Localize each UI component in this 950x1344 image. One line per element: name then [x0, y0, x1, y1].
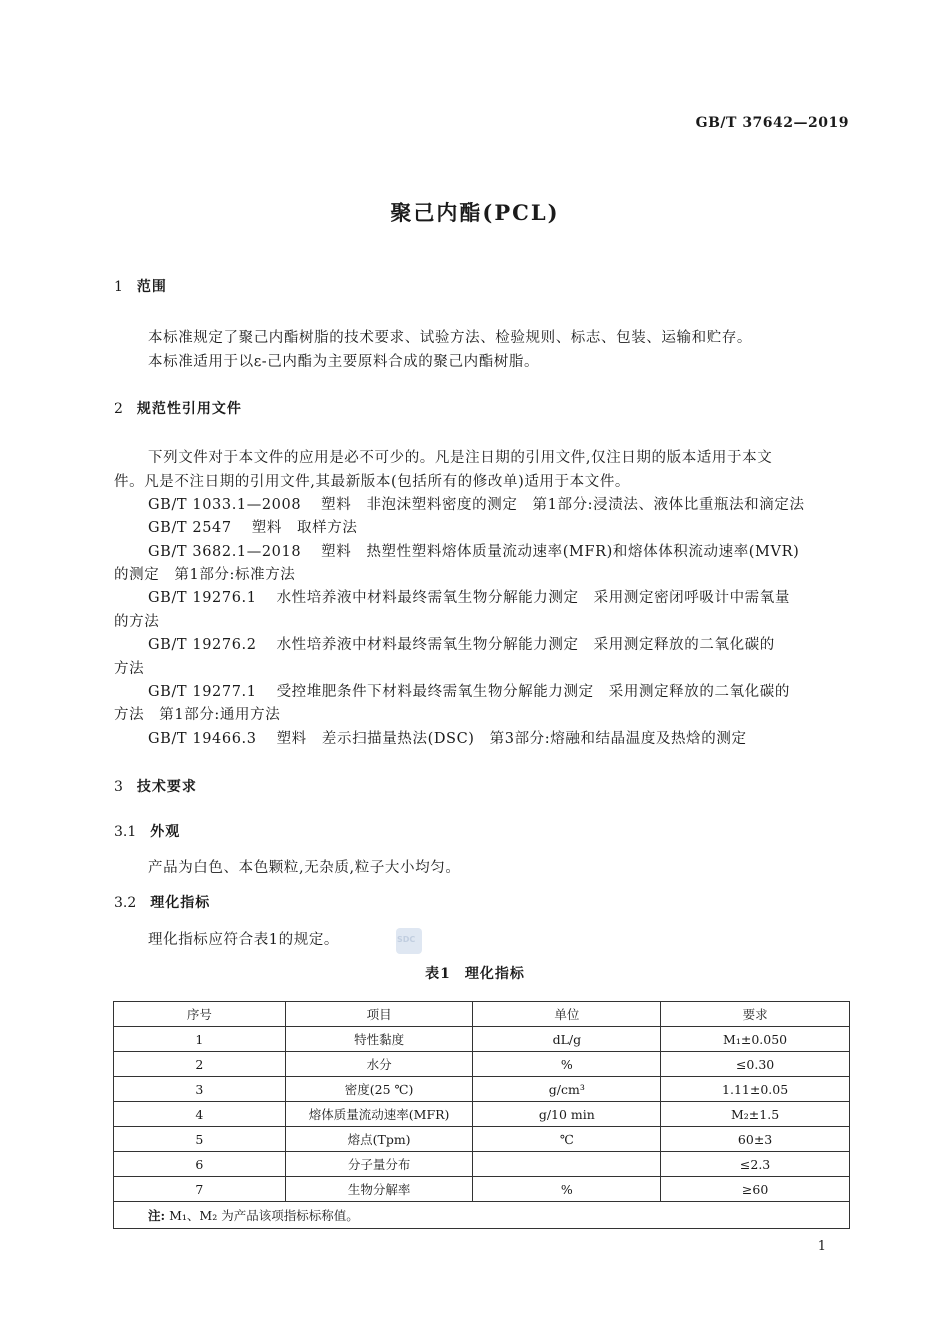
reference-title: 水性培养液中材料最终需氧生物分解能力测定 采用测定释放的二氧化碳的	[276, 637, 775, 653]
reference-code: GB/T 1033.1—2008	[148, 497, 302, 513]
reference-continuation: 的方法	[114, 614, 160, 630]
document-title: 聚己内酯(PCL)	[390, 200, 560, 225]
table-row	[114, 1177, 850, 1202]
section-2-intro-line-1: 下列文件对于本文件的应用是必不可少的。凡是注日期的引用文件,仅注日期的版本适用于本文	[148, 450, 773, 466]
reference-title: 塑料 热塑性塑料熔体质量流动速率(MFR)和熔体体积流动速率(MVR)	[321, 544, 800, 560]
reference-item	[114, 680, 849, 701]
section-3-2-number: 3.2	[114, 895, 137, 911]
reference-item	[114, 493, 849, 514]
section-2-intro-line-2: 件。凡是不注日期的引用文件,其最新版本(包括所有的修改单)适用于本文件。	[114, 474, 631, 490]
reference-item	[114, 516, 849, 537]
reference-title: 塑料 取样方法	[251, 520, 358, 536]
table-cell: 密度(25 ℃)	[285, 1077, 473, 1102]
table-header-row	[114, 1002, 850, 1027]
reference-title: 塑料 差示扫描量热法(DSC) 第3部分:熔融和结晶温度及热焓的测定	[276, 731, 747, 747]
section-3-1-number: 3.1	[114, 824, 137, 840]
table-cell: 特性黏度	[285, 1027, 473, 1052]
table-note	[114, 1202, 850, 1229]
table-cell	[473, 1152, 661, 1177]
table-cell: 1.11±0.05	[661, 1077, 850, 1102]
table-cell: ≤2.3	[661, 1152, 850, 1177]
table-row	[114, 1077, 850, 1102]
table-header-cell: 单位	[473, 1002, 661, 1027]
section-3-number: 3	[114, 779, 123, 795]
section-3-1-text: 产品为白色、本色颗粒,无杂质,粒子大小均匀。	[148, 860, 461, 876]
table-cell: 熔体质量流动速率(MFR)	[285, 1102, 473, 1127]
table-cell: g/cm³	[473, 1077, 661, 1102]
table-header-cell: 项目	[285, 1002, 473, 1027]
table-header-cell: 序号	[114, 1002, 286, 1027]
section-3-2-text: 理化指标应符合表1的规定。	[148, 932, 340, 948]
reference-title: 水性培养液中材料最终需氧生物分解能力测定 采用测定密闭呼吸计中需氧量	[276, 590, 790, 606]
table-caption-title: 理化指标	[464, 966, 525, 982]
table-cell: %	[473, 1177, 661, 1202]
section-2-heading	[114, 398, 242, 418]
section-1-paragraph-1: 本标准规定了聚己内酯树脂的技术要求、试验方法、检验规则、标志、包装、运输和贮存。	[148, 330, 752, 346]
section-1-heading	[114, 276, 167, 296]
table-cell: 5	[114, 1127, 286, 1152]
section-1-number: 1	[114, 279, 123, 295]
table-cell: g/10 min	[473, 1102, 661, 1127]
table-cell: 4	[114, 1102, 286, 1127]
table-cell: 7	[114, 1177, 286, 1202]
reference-continuation: 方法 第1部分:通用方法	[114, 707, 281, 723]
table-row	[114, 1152, 850, 1177]
table-cell: ≥60	[661, 1177, 850, 1202]
table-row	[114, 1052, 850, 1077]
reference-code: GB/T 19276.1	[148, 590, 257, 606]
reference-title: 受控堆肥条件下材料最终需氧生物分解能力测定 采用测定释放的二氧化碳的	[276, 684, 790, 700]
table-cell: 水分	[285, 1052, 473, 1077]
table-cell: M₂±1.5	[661, 1102, 850, 1127]
reference-continuation: 方法	[114, 661, 145, 677]
section-3-title: 技术要求	[136, 779, 197, 795]
table-note-text: M₁、M₂ 为产品该项指标标称值。	[169, 1208, 359, 1223]
section-2-title: 规范性引用文件	[136, 401, 242, 417]
reference-continuation: 的测定 第1部分:标准方法	[114, 567, 296, 583]
table-cell: 6	[114, 1152, 286, 1177]
section-1-title: 范围	[136, 279, 167, 295]
section-1-paragraph-2: 本标准适用于以ε-己内酯为主要原料合成的聚己内酯树脂。	[148, 354, 540, 370]
reference-item	[114, 727, 849, 748]
reference-code: GB/T 19277.1	[148, 684, 257, 700]
table-cell: 60±3	[661, 1127, 850, 1152]
table-caption	[0, 963, 950, 983]
table-note-label: 注:	[148, 1208, 166, 1223]
table-cell: ℃	[473, 1127, 661, 1152]
spec-table	[113, 1001, 850, 1229]
watermark-logo: SDC	[396, 928, 422, 954]
section-3-1-heading	[114, 821, 180, 841]
page-number: 1	[817, 1239, 826, 1254]
table-row	[114, 1102, 850, 1127]
table-cell: ≤0.30	[661, 1052, 850, 1077]
table-cell: 生物分解率	[285, 1177, 473, 1202]
table-cell: M₁±0.050	[661, 1027, 850, 1052]
reference-code: GB/T 3682.1—2018	[148, 544, 302, 560]
reference-item	[114, 633, 849, 654]
reference-item	[114, 586, 849, 607]
section-3-heading	[114, 776, 197, 796]
reference-code: GB/T 2547	[148, 520, 232, 536]
reference-code: GB/T 19276.2	[148, 637, 257, 653]
table-cell: 2	[114, 1052, 286, 1077]
table-row	[114, 1027, 850, 1052]
section-2-number: 2	[114, 401, 123, 417]
reference-title: 塑料 非泡沫塑料密度的测定 第1部分:浸渍法、液体比重瓶法和滴定法	[321, 497, 805, 513]
table-cell: 分子量分布	[285, 1152, 473, 1177]
table-cell: %	[473, 1052, 661, 1077]
table-note-row	[114, 1202, 850, 1229]
table-row	[114, 1127, 850, 1152]
section-3-2-title: 理化指标	[150, 895, 211, 911]
reference-item	[114, 540, 849, 561]
table-cell: 1	[114, 1027, 286, 1052]
table-caption-number: 表1	[425, 966, 451, 982]
table-cell: dL/g	[473, 1027, 661, 1052]
table-cell: 3	[114, 1077, 286, 1102]
standard-code: GB/T 37642—2019	[695, 115, 849, 131]
table-header-cell: 要求	[661, 1002, 850, 1027]
section-3-2-heading	[114, 892, 210, 912]
table-cell: 熔点(Tpm)	[285, 1127, 473, 1152]
section-3-1-title: 外观	[150, 824, 181, 840]
reference-code: GB/T 19466.3	[148, 731, 257, 747]
